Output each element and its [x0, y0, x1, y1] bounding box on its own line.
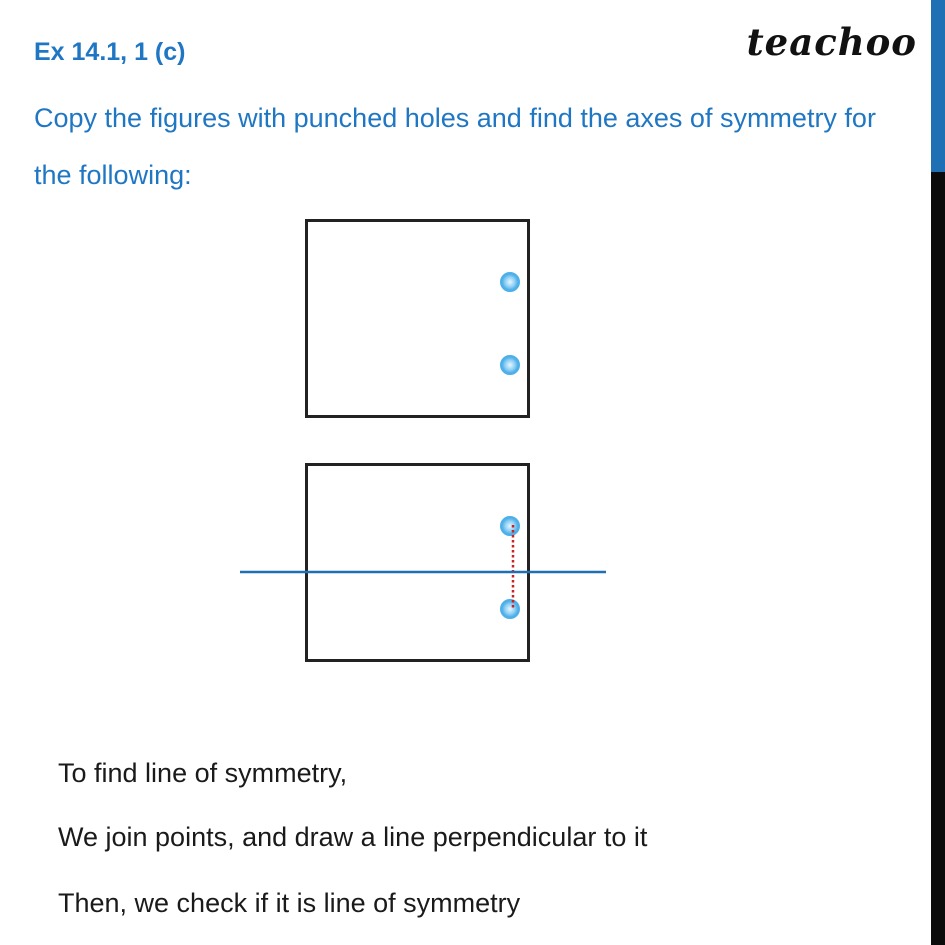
- bottom-figure: [240, 465, 606, 661]
- top-square: [307, 221, 529, 417]
- top-hole-upper: [501, 273, 519, 291]
- solution-line-2: We join points, and draw a line perpendicular to it: [58, 822, 648, 852]
- bottom-square: [307, 465, 529, 661]
- top-hole-lower: [501, 356, 519, 374]
- solution-line-3: Then, we check if it is line of symmetry: [58, 888, 521, 918]
- question-text: Copy the figures with punched holes and find the axes of symmetry for the following:: [34, 103, 876, 190]
- top-figure: [307, 221, 529, 417]
- exercise-heading: Ex 14.1, 1 (c): [34, 38, 186, 66]
- brand-logo: teachoo: [746, 20, 917, 64]
- bottom-hole-lower: [501, 600, 519, 618]
- solution-line-1: To find line of symmetry,: [58, 758, 348, 788]
- bottom-hole-upper: [501, 517, 519, 535]
